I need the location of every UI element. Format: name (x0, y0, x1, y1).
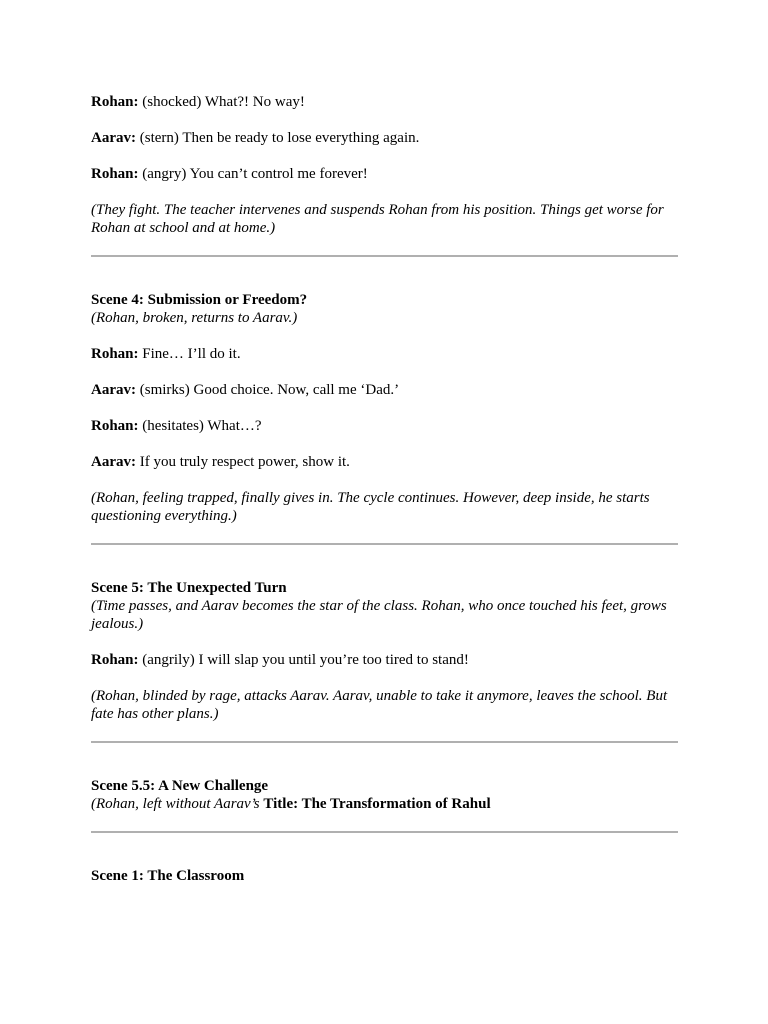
speaker-name: Aarav: (91, 454, 136, 470)
speaker-name: Rohan: (91, 166, 139, 182)
document-page (91, 93, 678, 885)
dialogue-text: (smirks) Good choice. Now, call me ‘Dad.’ (136, 382, 400, 398)
scene-direction-mixed (91, 795, 678, 813)
dialogue-line (91, 345, 678, 363)
speaker-name: Rohan: (91, 94, 139, 110)
scene-title: Scene 4: Submission or Freedom? (91, 292, 308, 308)
dialogue-line (91, 381, 678, 399)
speaker-name: Rohan: (91, 346, 139, 362)
dialogue-line-3 (91, 165, 678, 183)
section-divider (91, 741, 678, 743)
dialogue-line-2 (91, 129, 678, 147)
speaker-name: Aarav: (91, 130, 136, 146)
dialogue-text: (angrily) I will slap you until you’re too tired to stand! (138, 652, 469, 668)
dialogue-text: (shocked) What?! No way! (138, 94, 305, 110)
dialogue-text: If you truly respect power, show it. (136, 454, 350, 470)
scene-title: Scene 5.5: A New Challenge (91, 778, 269, 794)
scene-direction: (Rohan, broken, returns to Aarav.) (91, 310, 298, 326)
stage-direction: (Rohan, feeling trapped, finally gives in. The cycle continues. However, deep inside, he starts questioning everything.) (91, 490, 650, 524)
section-divider (91, 543, 678, 545)
speaker-name: Rohan: (91, 652, 139, 668)
section-divider (91, 255, 678, 257)
dialogue-line (91, 651, 678, 669)
dialogue-text: (stern) Then be ready to lose everything again. (136, 130, 420, 146)
dialogue-line (91, 453, 678, 471)
dialogue-line-1 (91, 93, 678, 111)
stage-direction: (Rohan, blinded by rage, attacks Aarav. Aarav, unable to take it anymore, leaves the school. But fate has other plans.) (91, 688, 668, 722)
speaker-name: Aarav: (91, 382, 136, 398)
scene-direction: (Time passes, and Aarav becomes the star of the class. Rohan, who once touched his feet, grows jealous.) (91, 598, 667, 632)
scene-direction: (Rohan, left without Aarav’s (91, 796, 264, 812)
dialogue-text: Fine… I’ll do it. (138, 346, 241, 362)
scene-title: Scene 1: The Classroom (91, 868, 245, 884)
speaker-name: Rohan: (91, 418, 139, 434)
dialogue-text: (angry) You can’t control me forever! (138, 166, 368, 182)
dialogue-line (91, 417, 678, 435)
dialogue-text: (hesitates) What…? (138, 418, 262, 434)
scene-title: Scene 5: The Unexpected Turn (91, 580, 287, 596)
section-divider (91, 831, 678, 833)
scene-5-5-header (91, 777, 678, 813)
embedded-title: Title: The Transformation of Rahul (263, 796, 491, 812)
stage-direction: (They fight. The teacher intervenes and suspends Rohan from his position. Things get worse for Rohan at school and at home.) (91, 202, 664, 236)
scene-4-header (91, 291, 678, 327)
scene-5-header (91, 579, 678, 633)
